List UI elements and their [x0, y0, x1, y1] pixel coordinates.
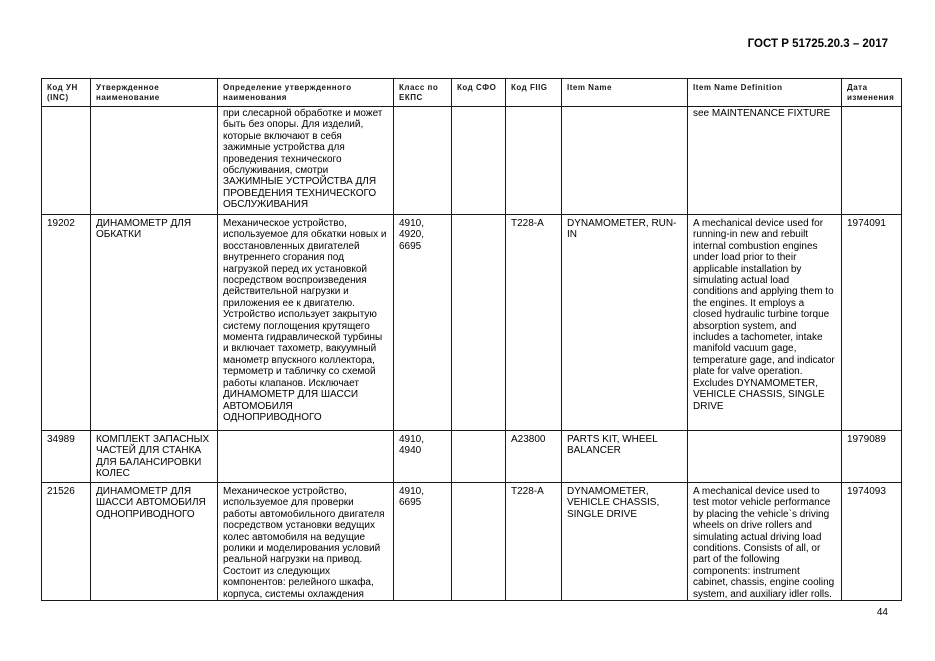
cell-item-definition: see MAINTENANCE FIXTURE [688, 107, 842, 215]
cell-approved-name: ДИНАМОМЕТР ДЛЯ ШАССИ АВТОМОБИЛЯ ОДНОПРИВОДНОГО [91, 483, 218, 601]
cell-fiig: T228-A [506, 483, 562, 601]
cell-class [394, 107, 452, 215]
cell-inc: 21526 [42, 483, 91, 601]
document-id: ГОСТ Р 51725.20.3 – 2017 [747, 38, 888, 50]
cell-fiig: T228-A [506, 215, 562, 431]
header-definition: Определение утвержденного наименования [218, 79, 394, 107]
header-item-definition: Item Name Definition [688, 79, 842, 107]
cell-definition: Механическое устройство, используемое для обкатки новых и восстановленных двигателей внутреннего сгорания под нагрузкой перед их установкой посредством воспроизведения действительной нагрузки и приложения ее к двигателю. Устройство использует закрытую систему поглощения крутящего момента гидравлической турбины и включает тахометр, вакуумный манометр впускного коллектора, термометр и табличку со схемой работы клапанов. Исключает ДИНАМОМЕТР ДЛЯ ШАССИ АВТОМОБИЛЯ ОДНОПРИВОДНОГО [218, 215, 394, 431]
cell-class: 4910, 4940 [394, 431, 452, 483]
cell-sfo [452, 215, 506, 431]
cell-item-definition: A mechanical device used for running-in new and rebuilt internal combustion engines under load prior to their applicable installation by simulating actual load conditions and applying them to the engines. It employs a closed hydraulic turbine torque absorption system, and includes a tachometer, intake manifold vacuum gage, temperature gage, and indicator plate for valve operation. Excludes DYNAMOMETER, VEHICLE CHASSIS, SINGLE DRIVE [688, 215, 842, 431]
cell-class: 4910, 6695 [394, 483, 452, 601]
cell-inc: 19202 [42, 215, 91, 431]
cell-item-name: DYNAMOMETER, VEHICLE CHASSIS, SINGLE DRIVE [562, 483, 688, 601]
cell-definition: Механическое устройство, используемое для проверки работы автомобильного двигателя посредством установки ведущих колес автомобиля на ведущие ролики и моделирования условий реальной нагрузки на привод. Состоит из следующих компонентов: релейного шкафа, корпуса, системы охлаждения [218, 483, 394, 601]
cell-approved-name: КОМПЛЕКТ ЗАПАСНЫХ ЧАСТЕЙ ДЛЯ СТАНКА ДЛЯ БАЛАНСИРОВКИ КОЛЕС [91, 431, 218, 483]
cell-item-definition [688, 431, 842, 483]
cell-item-definition: A mechanical device used to test motor vehicle performance by placing the vehicle`s driving wheels on drive rollers and simulating actual driving load conditions. Consists of all, or part of the following components: instrument cabinet, chassis, engine cooling system, and auxiliary idler rolls. [688, 483, 842, 601]
cell-sfo [452, 483, 506, 601]
cell-sfo [452, 107, 506, 215]
header-date: Дата изменения [842, 79, 902, 107]
cell-item-name [562, 107, 688, 215]
cell-approved-name: ДИНАМОМЕТР ДЛЯ ОБКАТКИ [91, 215, 218, 431]
items-table [41, 78, 902, 601]
cell-date [842, 107, 902, 215]
header-item-name: Item Name [562, 79, 688, 107]
cell-fiig: A23800 [506, 431, 562, 483]
cell-definition: при слесарной обработке и может быть без опоры. Для изделий, которые включают в себя зажимные устройства для проведения технического обслуживания, смотри ЗАЖИМНЫЕ УСТРОЙСТВА ДЛЯ ПРОВЕДЕНИЯ ТЕХНИЧЕСКОГО ОБСЛУЖИВАНИЯ [218, 107, 394, 215]
table-row [42, 431, 902, 483]
cell-date: 1979089 [842, 431, 902, 483]
header-class: Класс по ЕКПС [394, 79, 452, 107]
cell-sfo [452, 431, 506, 483]
cell-item-name: PARTS KIT, WHEEL BALANCER [562, 431, 688, 483]
cell-date: 1974093 [842, 483, 902, 601]
header-inc: Код УН (INC) [42, 79, 91, 107]
cell-inc [42, 107, 91, 215]
cell-class: 4910, 4920, 6695 [394, 215, 452, 431]
table-row [42, 215, 902, 431]
cell-date: 1974091 [842, 215, 902, 431]
header-approved-name: Утвержденное наименование [91, 79, 218, 107]
cell-item-name: DYNAMOMETER, RUN- IN [562, 215, 688, 431]
header-fiig: Код FIIG [506, 79, 562, 107]
cell-approved-name [91, 107, 218, 215]
table-row [42, 107, 902, 215]
cell-inc: 34989 [42, 431, 91, 483]
cell-fiig [506, 107, 562, 215]
cell-definition [218, 431, 394, 483]
table-header-row [42, 79, 902, 107]
table-row [42, 483, 902, 601]
page-number: 44 [876, 607, 888, 618]
header-sfo: Код СФО [452, 79, 506, 107]
